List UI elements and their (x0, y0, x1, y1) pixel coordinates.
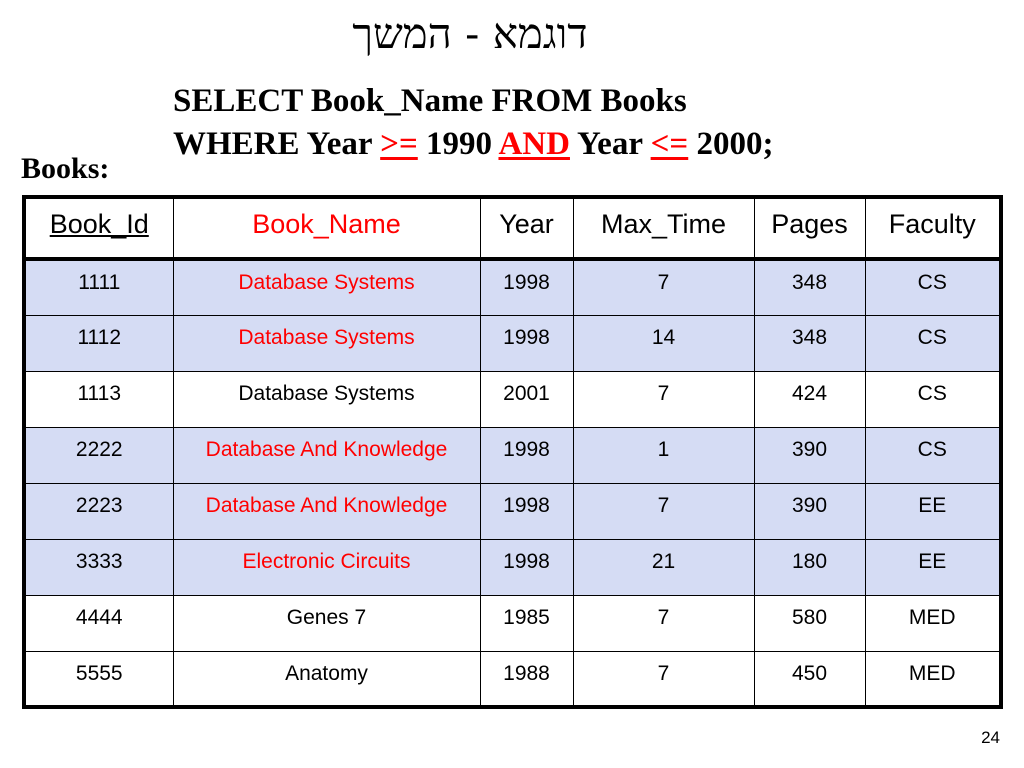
cell-faculty: CS (865, 259, 1001, 315)
cell-year: 2001 (480, 371, 573, 427)
cell-year: 1998 (480, 259, 573, 315)
sql-token: 2000; (688, 126, 774, 162)
cell-pages: 390 (754, 427, 865, 483)
cell-year: 1985 (480, 595, 573, 651)
cell-year: 1998 (480, 427, 573, 483)
cell-book-id: 5555 (24, 651, 173, 707)
cell-faculty: MED (865, 595, 1001, 651)
table-row (24, 427, 1001, 483)
cell-faculty: CS (865, 371, 1001, 427)
cell-faculty: EE (865, 539, 1001, 595)
cell-pages: 580 (754, 595, 865, 651)
sql-operator-and: AND (498, 126, 570, 162)
cell-book-name: Electronic Circuits (173, 539, 480, 595)
cell-book-name: Database Systems (173, 315, 480, 371)
cell-pages: 180 (754, 539, 865, 595)
cell-max-time: 21 (573, 539, 754, 595)
cell-book-name: Database Systems (173, 259, 480, 315)
cell-book-name: Database And Knowledge (173, 427, 480, 483)
sql-line-2 (173, 123, 773, 166)
column-header-year: Year (480, 197, 573, 259)
cell-max-time: 7 (573, 259, 754, 315)
column-header-faculty: Faculty (865, 197, 1001, 259)
sql-token: WHERE Year (173, 126, 381, 162)
sql-token: Year (569, 126, 651, 162)
cell-max-time: 1 (573, 427, 754, 483)
table-row (24, 315, 1001, 371)
cell-book-id: 2222 (24, 427, 173, 483)
cell-faculty: CS (865, 427, 1001, 483)
slide-number: 24 (981, 728, 1000, 747)
cell-pages: 390 (754, 483, 865, 539)
cell-year: 1998 (480, 483, 573, 539)
table-caption: Books: (21, 152, 110, 185)
table-row (24, 539, 1001, 595)
table-row (24, 595, 1001, 651)
cell-faculty: CS (865, 315, 1001, 371)
column-header-book-name: Book_Name (173, 197, 480, 259)
cell-book-id: 1113 (24, 371, 173, 427)
cell-book-id: 1111 (24, 259, 173, 315)
table-row (24, 259, 1001, 315)
cell-max-time: 7 (573, 595, 754, 651)
cell-faculty: MED (865, 651, 1001, 707)
cell-pages: 450 (754, 651, 865, 707)
cell-max-time: 14 (573, 315, 754, 371)
cell-pages: 348 (754, 315, 865, 371)
table-row (24, 651, 1001, 707)
table-body (24, 259, 1001, 707)
cell-max-time: 7 (573, 483, 754, 539)
cell-faculty: EE (865, 483, 1001, 539)
cell-pages: 424 (754, 371, 865, 427)
cell-book-name: Database And Knowledge (173, 483, 480, 539)
cell-book-name: Genes 7 (173, 595, 480, 651)
sql-operator-lte: <= (650, 126, 689, 162)
sql-query (173, 80, 773, 166)
slide-title: דוגמא - המשך (352, 9, 588, 58)
books-table (22, 195, 1003, 709)
column-header-pages: Pages (754, 197, 865, 259)
cell-max-time: 7 (573, 651, 754, 707)
cell-pages: 348 (754, 259, 865, 315)
cell-book-id: 3333 (24, 539, 173, 595)
sql-operator-gte: >= (380, 126, 418, 162)
cell-book-id: 4444 (24, 595, 173, 651)
cell-book-name: Anatomy (173, 651, 480, 707)
table-row (24, 483, 1001, 539)
cell-year: 1998 (480, 315, 573, 371)
column-header-max-time: Max_Time (573, 197, 754, 259)
table-header-row (24, 197, 1001, 259)
sql-line-1: SELECT Book_Name FROM Books (173, 83, 687, 119)
table-row (24, 371, 1001, 427)
sql-token: 1990 (417, 126, 499, 162)
cell-max-time: 7 (573, 371, 754, 427)
cell-year: 1998 (480, 539, 573, 595)
column-header-book-id: Book_Id (24, 197, 173, 259)
cell-book-id: 2223 (24, 483, 173, 539)
cell-book-id: 1112 (24, 315, 173, 371)
cell-year: 1988 (480, 651, 573, 707)
cell-book-name: Database Systems (173, 371, 480, 427)
